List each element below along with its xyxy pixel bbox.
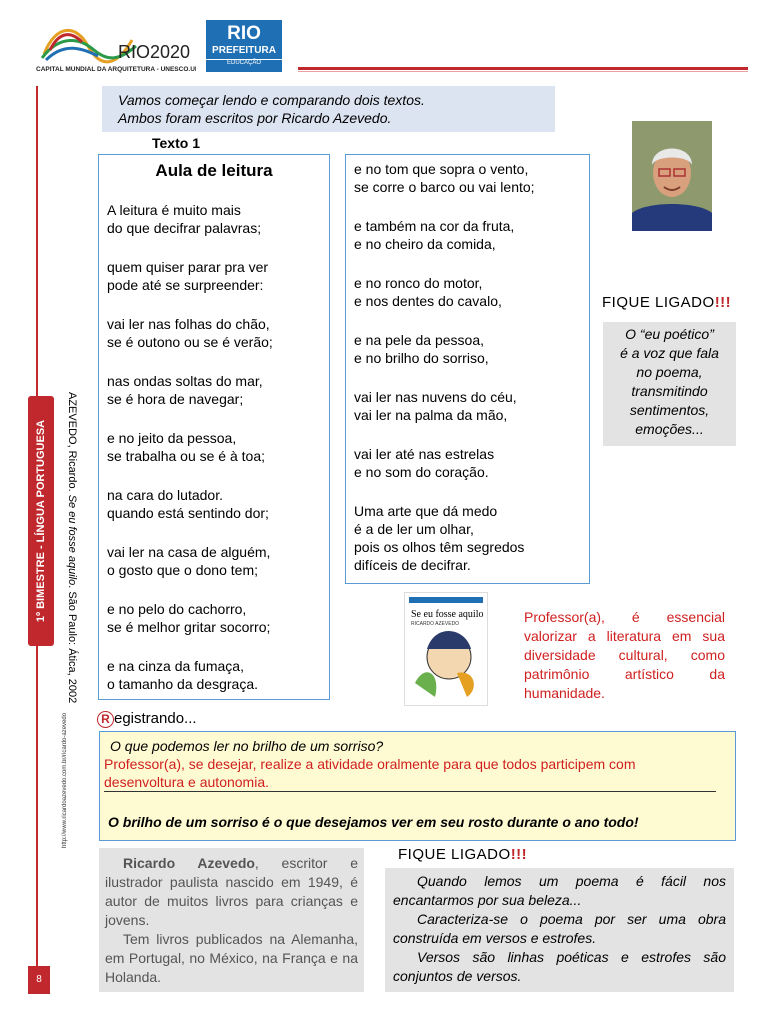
- eu-poetico-line: sentimentos,: [629, 402, 710, 418]
- prefeitura-logo: [206, 20, 282, 72]
- poem-verse: na cara do lutador.: [107, 487, 223, 503]
- poem-verse: e no som do coração.: [354, 464, 489, 480]
- rio2020-text: RIO2020: [118, 42, 191, 62]
- poem-verse: pode até se surpreender:: [107, 277, 264, 293]
- poem-stanza: [107, 201, 273, 237]
- poem-column-2: [354, 160, 535, 595]
- eu-poetico-line: é a voz que fala: [620, 345, 719, 361]
- poem-verse: e no ronco do motor,: [354, 275, 483, 291]
- poem-verse: se é hora de navegar;: [107, 391, 244, 407]
- poem-verse: o gosto que o dono tem;: [107, 562, 258, 578]
- poem-verse: vai ler até nas estrelas: [354, 446, 495, 462]
- professor-note: Professor(a), é essencial valorizar a literatura em sua diversidade cultural, como patrimônio artístico da humanidade.: [524, 609, 725, 701]
- author-portrait: [632, 121, 712, 231]
- poem-stanza: [107, 258, 273, 294]
- book-author: RICARDO AZEVEDO: [411, 621, 460, 627]
- poem-verse: pois os olhos têm segredos: [354, 539, 525, 555]
- registrando-teacher-note: Professor(a), se desejar, realize a atividade oralmente para que todos participem com desenvoltura e autonomia.: [104, 756, 636, 790]
- citation-publisher: . São Paulo: Ática, 2002: [66, 585, 78, 704]
- educacao-text: EDUCAÇÃO: [206, 59, 282, 66]
- poem-verse: e no tom que sopra o vento,: [354, 161, 529, 177]
- prefeitura-rio-text: RIO: [227, 23, 261, 44]
- registrando-label: egistrando...: [114, 710, 197, 727]
- poem-verse: se é outono ou se é verão;: [107, 334, 273, 350]
- page-number: 8: [28, 966, 50, 994]
- registrando-heading: [97, 710, 197, 728]
- rio2020-logo: [36, 20, 196, 74]
- poem-stanza: [107, 600, 273, 636]
- poem-column-1: [107, 201, 273, 714]
- poem-stanza: [107, 486, 273, 522]
- poem-verse: vai ler nas nuvens do céu,: [354, 389, 517, 405]
- intro-box: [102, 86, 555, 132]
- registrando-question: O que podemos ler no brilho de um sorriso?: [110, 738, 384, 754]
- poem-verse: vai ler nas folhas do chão,: [107, 316, 270, 332]
- poem-stanza: [107, 372, 273, 408]
- author-url: http://www.ricardoazevedo.com.br/ricardo-azevedo: [62, 712, 68, 848]
- poem-verse: vai ler na casa de alguém,: [107, 544, 271, 560]
- poem-verse: se corre o barco ou vai lento;: [354, 179, 535, 195]
- bimester-tab-label: 1º BIMESTRE - LÍNGUA PORTUGUESA: [35, 419, 47, 623]
- citation-author: AZEVEDO, Ricardo.: [66, 392, 78, 495]
- bio-author-name: Ricardo Azevedo: [123, 855, 255, 871]
- registrando-answer: O brilho de um sorriso é o que desejamos ver em seu rosto durante o ano todo!: [108, 814, 639, 830]
- fique-ligado-exclaim: !!!: [714, 294, 732, 311]
- poem-verse: e também na cor da fruta,: [354, 218, 515, 234]
- fique-ligado-title-2: [398, 846, 527, 863]
- bio-text-1: , escritor e ilustrador paulista nascido em 1949, é autor de muitos livros para crianças e jovens.: [105, 855, 358, 928]
- definition-paragraph-1: Quando lemos um poema é fácil nos encantarmos por sua beleza...: [393, 873, 726, 908]
- poem-verse: se trabalha ou se é à toa;: [107, 448, 265, 464]
- poem-verse: e no brilho do sorriso,: [354, 350, 489, 366]
- poem-verse: e na pele da pessoa,: [354, 332, 484, 348]
- header-rule: [298, 67, 748, 70]
- citation-book-title: Se eu fosse aquilo: [66, 494, 78, 586]
- eu-poetico-line: transmitindo: [631, 383, 708, 399]
- poem-stanza: [107, 315, 273, 351]
- poem-stanza: [354, 331, 535, 367]
- bimester-tab: [28, 396, 54, 646]
- definition-paragraph-2: Caracteriza-se o poema por ser uma obra construída em versos e estrofes.: [393, 911, 726, 946]
- intro-line-2: Ambos foram escritos por Ricardo Azevedo.: [118, 110, 392, 126]
- prefeitura-text: PREFEITURA: [212, 45, 276, 56]
- poem-stanza: [107, 429, 273, 465]
- bio-paragraph-1: [105, 854, 358, 930]
- poem-verse: Uma arte que dá medo: [354, 503, 498, 519]
- fique-ligado-title-1: [602, 294, 731, 311]
- poem-definition-box: [385, 868, 734, 992]
- poem-verse: do que decifrar palavras;: [107, 220, 262, 236]
- poem-verse: e no pelo do cachorro,: [107, 601, 247, 617]
- poem-verse: se é melhor gritar socorro;: [107, 619, 271, 635]
- poem-verse: e na cinza da fumaça,: [107, 658, 244, 674]
- rio2020-subtitle: CAPITAL MUNDIAL DA ARQUITETURA - UNESCO.UIA: [36, 66, 196, 73]
- fique-ligado-label-2: FIQUE LIGADO: [398, 846, 511, 863]
- registered-r-icon: R: [97, 711, 114, 728]
- poem-stanza: [354, 388, 535, 424]
- poem-verse: difíceis de decifrar.: [354, 557, 471, 573]
- poem-verse: A leitura é muito mais: [107, 202, 241, 218]
- header-rule-shadow: [298, 71, 748, 72]
- poem-box-1: [98, 154, 330, 700]
- eu-poetico-line: no poema,: [636, 364, 703, 380]
- registrando-box: [99, 731, 736, 841]
- poem-verse: e no jeito da pessoa,: [107, 430, 237, 446]
- book-cover: [404, 592, 488, 706]
- poem-stanza: [107, 657, 273, 693]
- fique-ligado-label: FIQUE LIGADO: [602, 294, 715, 311]
- poem-verse: e nos dentes do cavalo,: [354, 293, 502, 309]
- poem-stanza: [354, 160, 535, 196]
- poem-verse: quando está sentindo dor;: [107, 505, 269, 521]
- eu-poetico-line: emoções...: [635, 421, 704, 437]
- eu-poetico-line: O “eu poético”: [625, 326, 714, 342]
- poem-verse: quem quiser parar pra ver: [107, 259, 269, 275]
- poem-verse: o tamanho da desgraça.: [107, 676, 258, 692]
- eu-poetico-text: [603, 322, 736, 439]
- poem-stanza: [107, 543, 273, 579]
- intro-line-1: Vamos começar lendo e comparando dois textos.: [118, 92, 425, 108]
- poem-citation: [66, 392, 78, 704]
- poem-stanza: [354, 502, 535, 574]
- poem-verse: nas ondas soltas do mar,: [107, 373, 263, 389]
- poem-verse: é a de ler um olhar,: [354, 521, 474, 537]
- definition-paragraph-3: Versos são linhas poéticas e estrofes são conjuntos de versos.: [393, 949, 726, 984]
- poem-stanza: [354, 217, 535, 253]
- eu-poetico-box: [603, 322, 736, 446]
- poem-verse: vai ler na palma da mão,: [354, 407, 508, 423]
- poem-verse: e no cheiro da comida,: [354, 236, 496, 252]
- poem-title: Aula de leitura: [155, 161, 273, 180]
- poem-stanza: [354, 445, 535, 481]
- poem-stanza: [354, 274, 535, 310]
- author-bio: [99, 848, 364, 992]
- answer-line: [104, 791, 716, 792]
- texto-1-label: Texto 1: [152, 135, 200, 151]
- book-title: Se eu fosse aquilo: [411, 609, 484, 620]
- poem-box-2: [345, 154, 590, 584]
- fique-ligado-exclaim-2: !!!: [510, 846, 528, 863]
- bio-paragraph-2: Tem livros publicados na Alemanha, em Portugal, no México, na França e na Holanda.: [105, 931, 358, 985]
